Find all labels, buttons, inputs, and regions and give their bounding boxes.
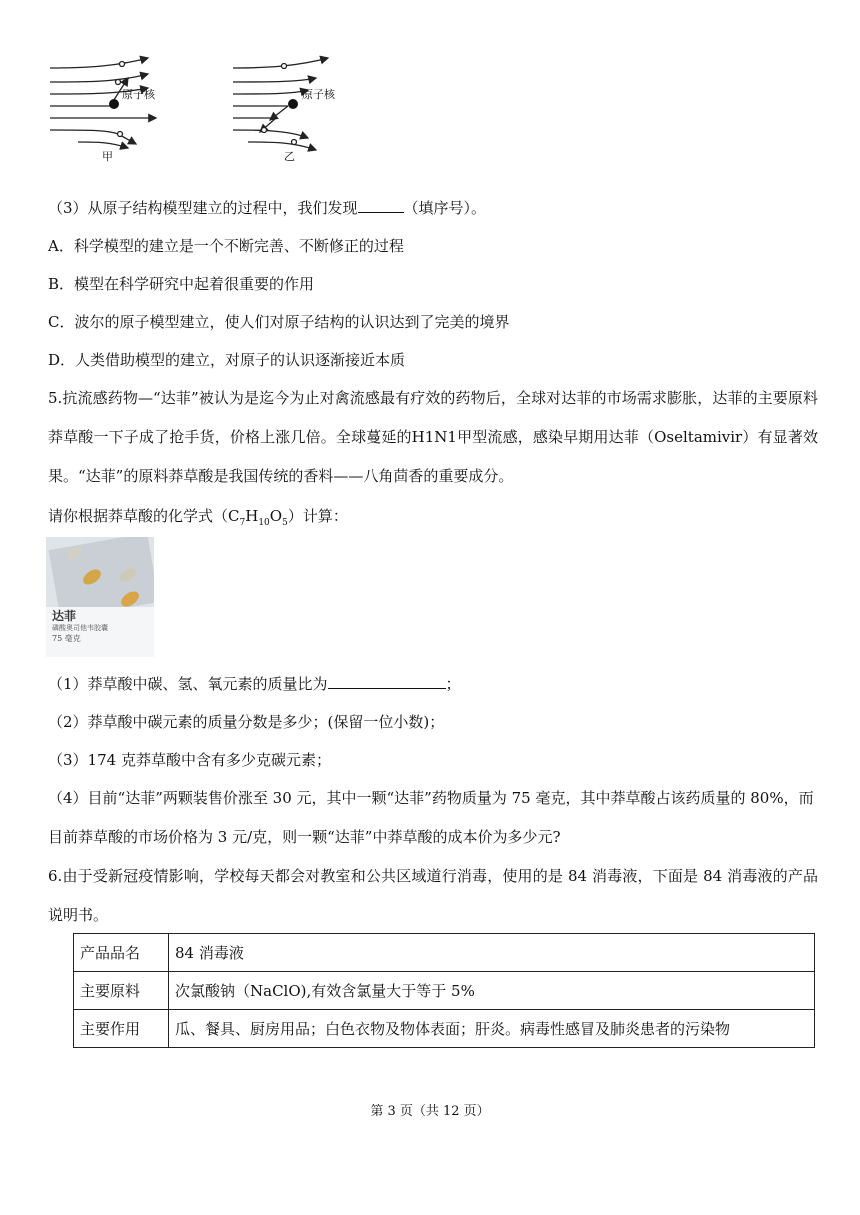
table-key: 主要作用 — [74, 1010, 169, 1048]
nucleus-label-a: 原子核 — [122, 88, 155, 101]
q5-sub2: （2）莽草酸中碳元素的质量分数是多少；(保留一位小数)； — [48, 713, 445, 731]
formula-prefix: 请你根据莽草酸的化学式（C — [48, 507, 240, 525]
formula-suffix: ）计算： — [287, 507, 348, 525]
diagram-b — [233, 58, 328, 150]
table-value: 84 消毒液 — [169, 934, 815, 972]
table-row — [74, 934, 815, 972]
q5-intro: 5.抗流感药物—“达菲”被认为是迄今为止对禽流感最有疗效的药物后，全球对达菲的市场需求膨胀，达菲的主要原料莽草酸一下子成了抢手货，价格上涨几倍。全球蔓延的H1N1甲型流感，感染早期用达菲（Oseltamivir）有显著效果。“达菲”的原料莽草酸是我国传统的香料——八角茴香的重要成分。 — [48, 389, 818, 485]
sub-o: 5 — [282, 518, 288, 528]
table-value: 次氯酸钠（NaClO),有效含氯量大于等于 5% — [169, 972, 815, 1010]
table-row — [74, 1010, 815, 1048]
alpha-scattering-figure — [48, 38, 366, 178]
symbol-h: H — [245, 507, 259, 525]
page-footer: 第 3 页（共 12 页） — [370, 1104, 490, 1119]
nucleus-label-b: 原子核 — [302, 88, 335, 101]
nucleus-dot-b — [288, 99, 298, 109]
q3-option-c: C．波尔的原子模型建立，使人们对原子结构的认识达到了完美的境界 — [48, 313, 510, 331]
table-key: 主要原料 — [74, 972, 169, 1010]
answer-blank-ratio[interactable] — [328, 674, 446, 689]
product-spec-table — [73, 933, 815, 1048]
q5-formula-line — [48, 506, 348, 533]
sub-c: 7 — [239, 518, 246, 528]
tamiflu-package-photo — [46, 537, 154, 657]
label-b: 乙 — [284, 150, 295, 163]
q5-sub1 — [48, 674, 461, 694]
q3-prompt — [48, 198, 486, 218]
answer-blank[interactable] — [358, 198, 404, 213]
label-a: 甲 — [102, 150, 113, 163]
symbol-o: O — [269, 507, 283, 525]
q3-prompt-text: （3）从原子结构模型建立的过程中，我们发现 — [48, 199, 358, 217]
nucleus-dot-a — [109, 99, 119, 109]
q3-prompt-tail: （填序号）。 — [403, 199, 487, 217]
q6-intro: 6.由于受新冠疫情影响，学校每天都会对教室和公共区域道行消毒，使用的是 84 消毒液，下面是 84 消毒液的产品说明书。 — [48, 867, 819, 924]
table-value: 瓜、餐具、厨房用品；白色衣物及物体表面；肝炎。病毒性感冒及肺炎患者的污染物 — [169, 1010, 815, 1048]
q5-sub4: （4）目前“达菲”两颗装售价涨至 30 元，其中一颗“达菲”药物质量为 75 毫克，其中莽草酸占该药质量的 80%，而目前莽草酸的市场价格为 3 元/克，则一颗“达菲”中莽草酸的成本价为多少元? — [48, 789, 814, 846]
diagram-a — [50, 58, 156, 148]
q5-sub3: （3）174 克莽草酸中含有多少克碳元素； — [48, 751, 331, 769]
q3-option-b: B．模型在科学研究中起着很重要的作用 — [48, 275, 315, 293]
photo-product-text: 磷酸奥司他韦胶囊 — [52, 624, 108, 632]
sub-h: 10 — [258, 518, 270, 528]
table-row — [74, 972, 815, 1010]
table-key: 产品品名 — [74, 934, 169, 972]
photo-brand-text: 达菲 — [52, 609, 77, 623]
sub1-tail: ； — [445, 675, 461, 693]
q3-option-d: D．人类借助模型的建立，对原子的认识逐渐接近本质 — [48, 351, 406, 369]
sub1-text: （1）莽草酸中碳、氢、氧元素的质量比为 — [48, 675, 328, 693]
q3-option-a: A．科学模型的建立是一个不断完善、不断修正的过程 — [48, 237, 404, 255]
photo-dose-text: 75 毫克 — [52, 634, 81, 643]
